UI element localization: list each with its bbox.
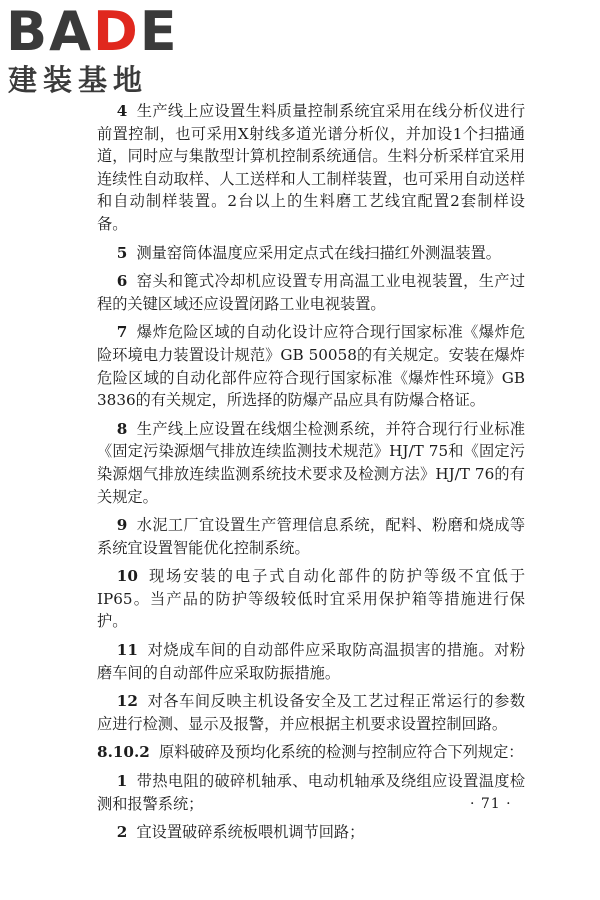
logo-wordmark bbox=[6, 0, 179, 63]
page-number: · 71 · bbox=[470, 796, 512, 812]
section-number: 8.10.2 bbox=[97, 743, 150, 762]
sub-item-text: 宜设置破碎系统板喂机调节回路； bbox=[136, 823, 365, 842]
item-12 bbox=[97, 690, 525, 735]
sub-item-2 bbox=[97, 821, 525, 844]
item-10 bbox=[97, 565, 525, 633]
item-number: 8 bbox=[116, 419, 128, 438]
item-text: 爆炸危险区域的自动化设计应符合现行国家标准《爆炸危险环境电力装置设计规范》GB 50058的有关规定。安装在爆炸危险区域的自动化部件应符合现行国家标准《爆炸性环境》GB 3836的有关规定，所选择的防爆产品应具有防爆合格证。 bbox=[97, 323, 525, 410]
item-8 bbox=[97, 418, 525, 508]
item-6 bbox=[97, 270, 525, 315]
logo-wordmark-accent: D bbox=[92, 0, 140, 63]
item-text: 对各车间反映主机设备安全及工艺过程正常运行的参数应进行检测、显示及报警，并应根据主机要求设置控制回路。 bbox=[97, 692, 525, 733]
item-5 bbox=[97, 242, 525, 265]
item-text: 生产线上应设置生料质量控制系统宜采用在线分析仪进行前置控制，也可采用X射线多道光谱分析仪，并加设1个扫描通道，同时应与集散型计算机控制系统通信。生料分析采样宜采用连续性自动取样、人工送样和人工制样装置，也可采用自动送样和自动制样装置。2台以上的生料磨工艺线宜配置2套制样设备。 bbox=[97, 102, 525, 233]
item-text: 生产线上应设置在线烟尘检测系统，并符合现行行业标准《固定污染源烟气排放连续监测技术规范》HJ/T 75和《固定污染源烟气排放连续监测系统技术要求及检测方法》HJ/T 76的有关规定。 bbox=[97, 419, 525, 506]
item-4 bbox=[97, 100, 525, 236]
bade-logo bbox=[6, 0, 179, 100]
item-text: 对烧成车间的自动部件应采取防高温损害的措施。对粉磨车间的自动部件应采取防振措施。 bbox=[97, 641, 525, 682]
logo-wordmark-tail: E bbox=[139, 0, 179, 63]
item-number: 7 bbox=[116, 323, 128, 342]
item-text: 测量窑筒体温度应采用定点式在线扫描红外测温装置。 bbox=[136, 243, 501, 262]
section-8-10-2 bbox=[97, 741, 525, 764]
logo-wordmark-main: BA bbox=[6, 0, 93, 63]
item-number: 11 bbox=[116, 641, 138, 660]
item-7 bbox=[97, 321, 525, 411]
item-number: 12 bbox=[116, 692, 138, 711]
section-text: 原料破碎及预均化系统的检测与控制应符合下列规定： bbox=[158, 743, 524, 762]
item-number: 9 bbox=[116, 516, 128, 535]
sub-item-1 bbox=[97, 770, 525, 815]
item-number: 5 bbox=[116, 243, 128, 262]
item-9 bbox=[97, 514, 525, 559]
item-number: 10 bbox=[116, 567, 138, 586]
item-text: 现场安装的电子式自动化部件的防护等级不宜低于IP65。当产品的防护等级较低时宜采用保护箱等措施进行保护。 bbox=[97, 567, 525, 631]
sub-item-number: 2 bbox=[116, 823, 128, 842]
logo-subtitle: 建装基地 bbox=[8, 63, 149, 97]
sub-item-number: 1 bbox=[116, 772, 128, 791]
sub-item-text: 带热电阻的破碎机轴承、电动机轴承及绕组应设置温度检测和报警系统； bbox=[97, 772, 525, 813]
item-text: 窑头和篦式冷却机应设置专用高温工业电视装置，生产过程的关键区域还应设置闭路工业电视装置。 bbox=[97, 272, 525, 313]
item-text: 水泥工厂宜设置生产管理信息系统，配料、粉磨和烧成等系统宜设置智能优化控制系统。 bbox=[97, 516, 525, 557]
item-number: 6 bbox=[116, 272, 128, 291]
document-body bbox=[97, 100, 525, 844]
item-number: 4 bbox=[116, 102, 128, 120]
item-11 bbox=[97, 639, 525, 684]
